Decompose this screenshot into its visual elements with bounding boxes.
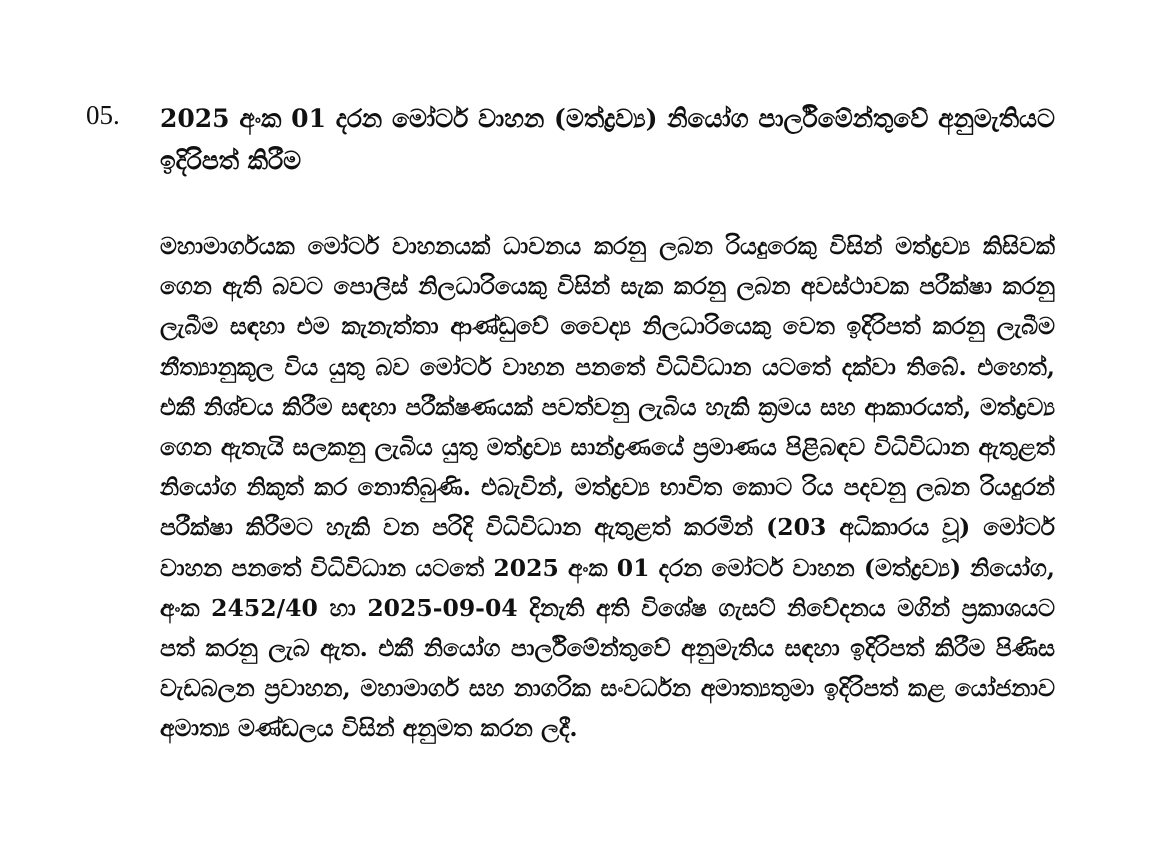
item-body-paragraph: මහාමාර්ගයක මෝටර් වාහනයක් ධාවනය කරනු ලබන රියදුරෙකු විසින් මත්ද්‍රව්‍ය කිසිවක් ගෙන ඇති බවට පොලිස් නිලධාරියෙකු විසින් සැක කරනු ලබන අවස්ථාවක පරීක්ෂා කරනු ලැබීම සඳහා එම කැනැත්තා ආණ්ඩුවේ වෛද්‍ය නිලධාරියෙකු වෙත ඉදිරිපත් කරනු ලැබීම නීත්‍යානුකූල විය යුතු බව මෝටර් වාහන පනතේ විධිවිධාන යටතේ දක්වා තිබේ. එහෙත්, එකී නිශ්චය කිරීම සඳහා පරීක්ෂණයක් පවත්වනු ලැබිය හැකි ක්‍රමය සහ ආකාරයත්, මත්ද්‍රව්‍ය ගෙන ඇතැයි සලකනු ලැබිය යුතු මත්ද්‍රව්‍ය සාන්ද්‍රණයේ ප්‍රමාණය පිළිබඳව විධිවිධාන ඇතුළත් නියෝග නිකුත් කර නොතිබුණි. එබැවින්, මත්ද්‍රව්‍ය භාවිත කොට රිය පදවනු ලබන රියදුරන් පරීක්ෂා කිරීමට හැකි වන පරිදි විධිවිධාන ඇතුළත් කරමින් (203 අධිකාරය වූ) මෝටර් වාහන පනතේ විධිවිධාන යටතේ 2025 අංක 01 දරන මෝටර් වාහන (මත්ද්‍රව්‍ය) නියෝග, අංක 2452/40 හා 2025-09-04 දිනැති අති විශේෂ ගැසට් නිවේදනය මගින් ප්‍රකාශයට පත් කරනු ලැබ ඇත. එකී නියෝග පාර්ලිමේන්තුවේ අනුමැතිය සඳහා ඉදිරිපත් කිරීම පිණිස වැඩබලන ප්‍රවාහන, මහාමාර්ග සහ නාගරික සංවර්ධන අමාත්‍යතුමා ඉදිරිපත් කළ යෝජනාව අමාත්‍ය මණ්ඩලය විසින් අනුමත කරන ලදී. bbox=[160, 232, 1055, 743]
item-title: 2025 අංක 01 දරන මෝටර් වාහන (මත්ද්‍රව්‍ය) නියෝග පාර්ලිමේන්තුවේ අනුමැතියට ඉදිරිපත් කිරීම bbox=[160, 104, 1055, 175]
item-number: 05. bbox=[86, 100, 120, 130]
